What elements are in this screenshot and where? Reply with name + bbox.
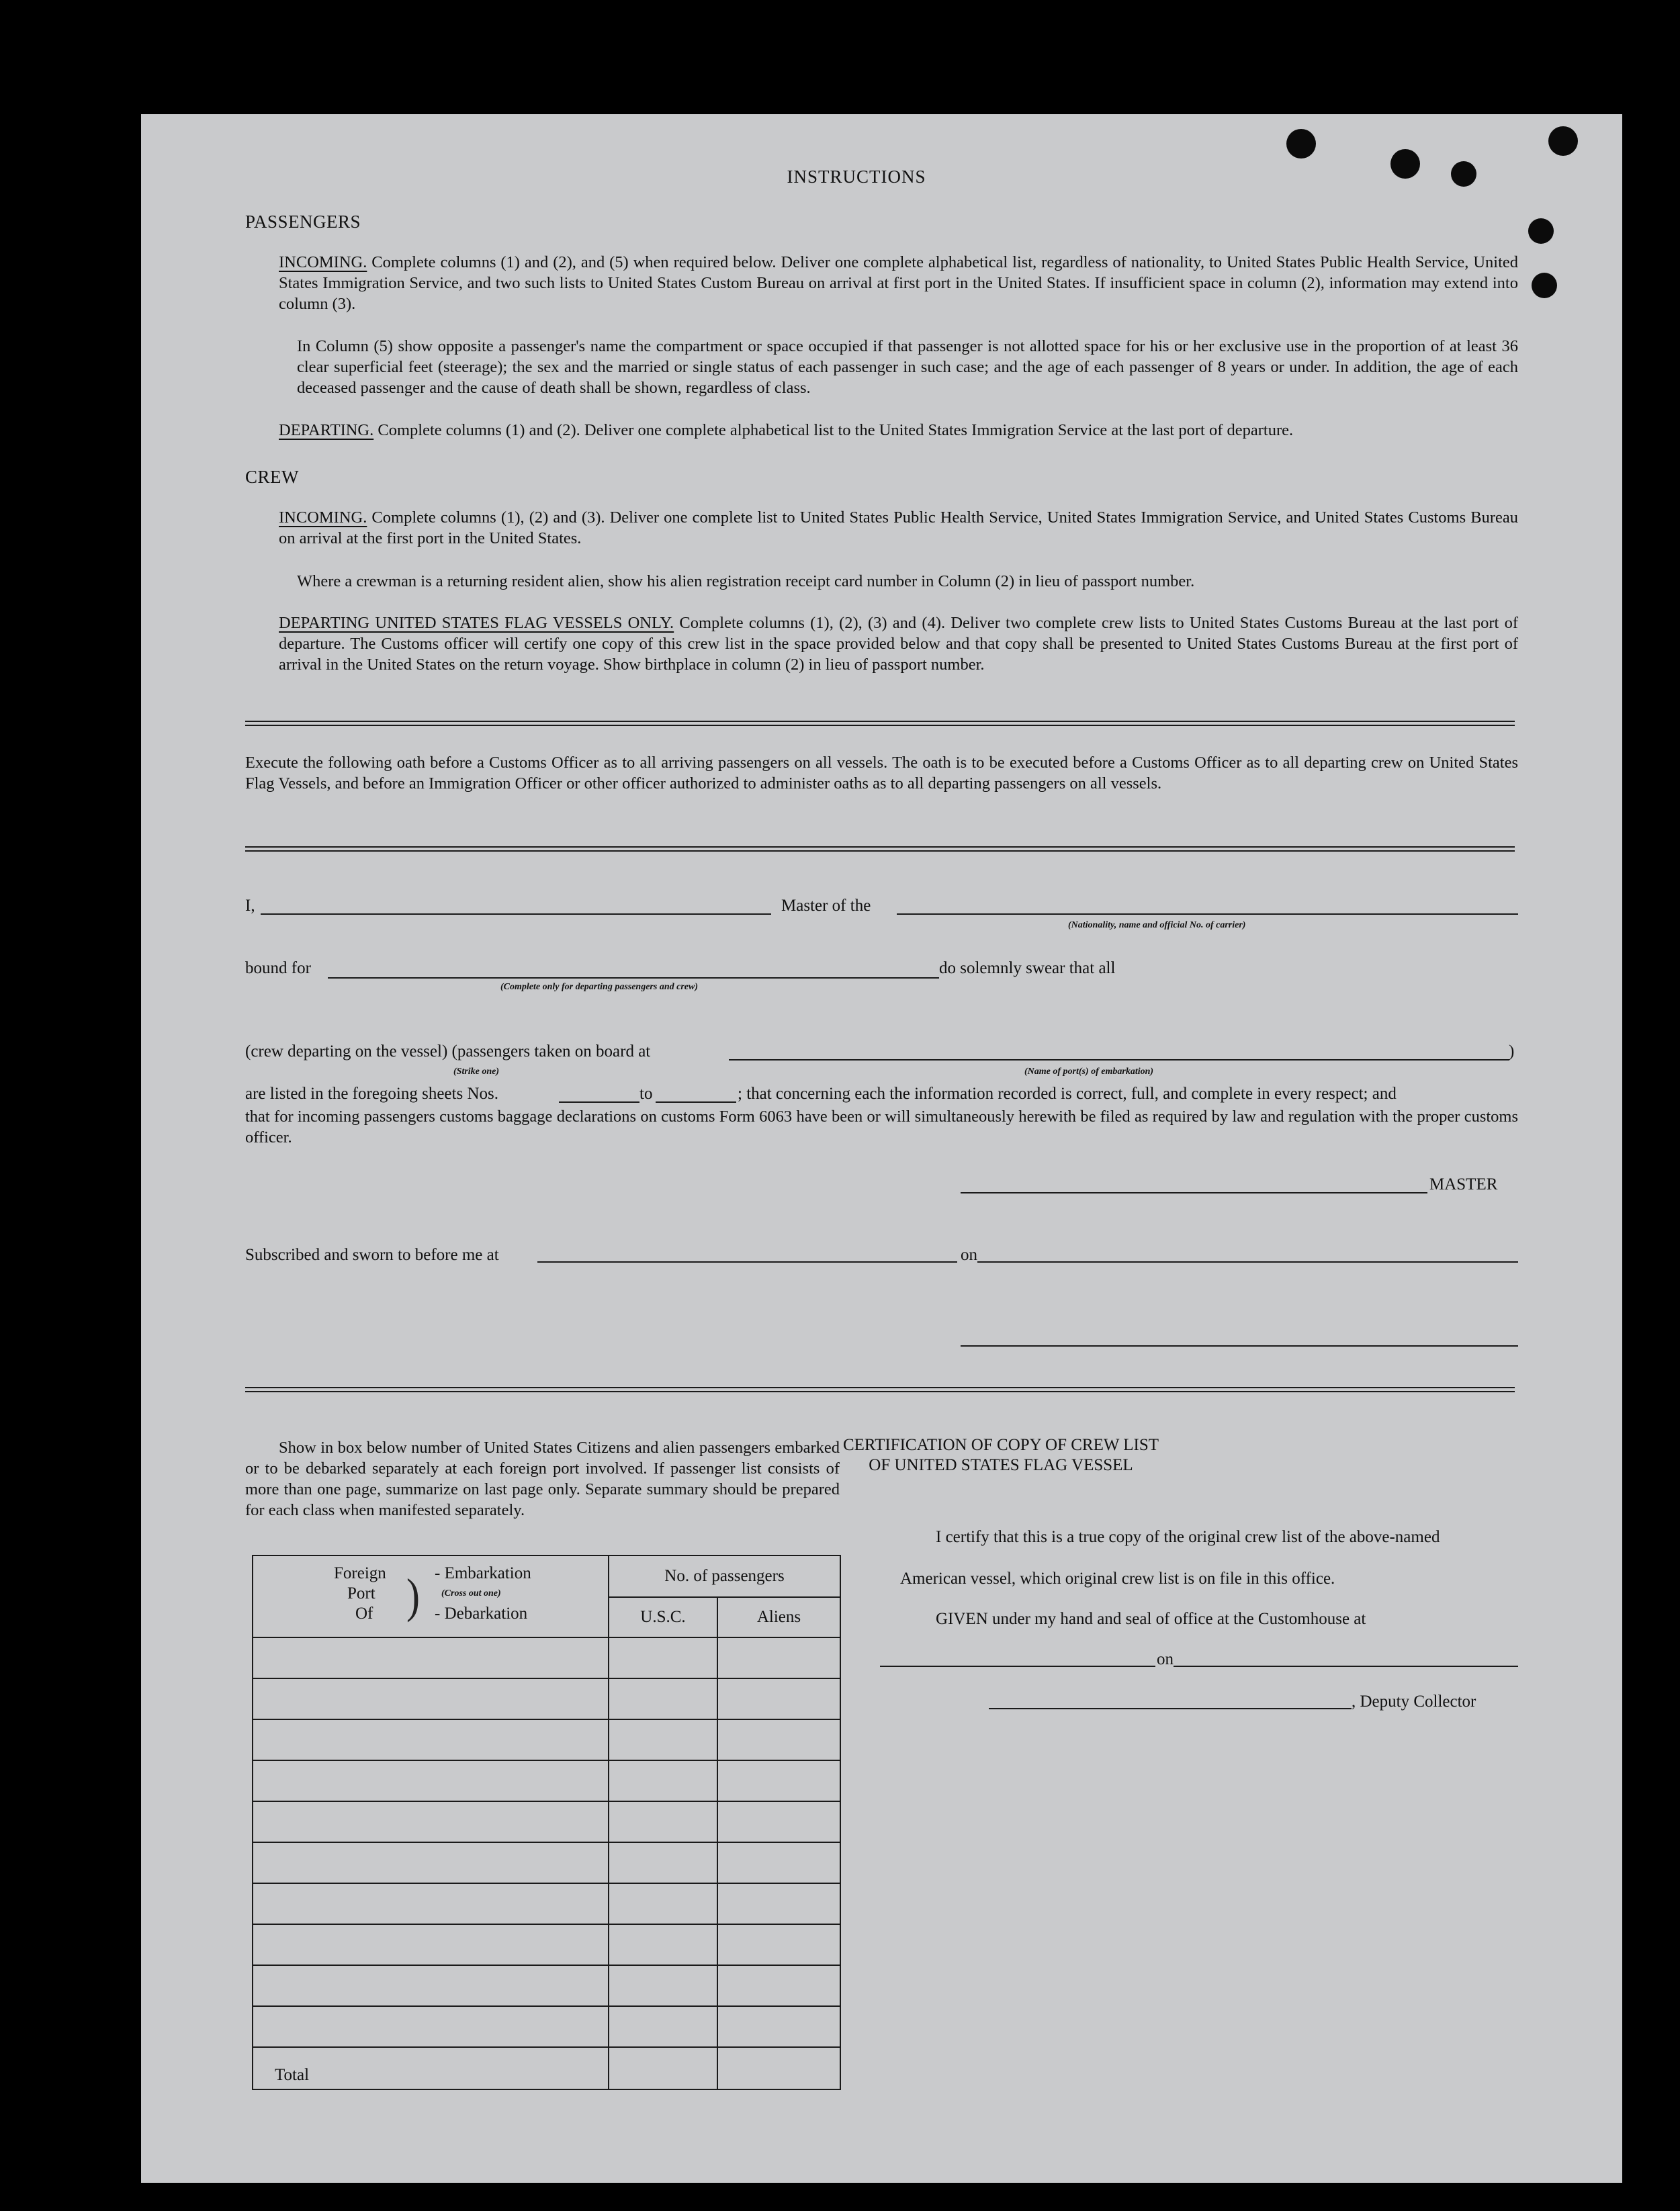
usc-cell[interactable] [609, 1965, 717, 2006]
port-cell[interactable] [253, 2006, 609, 2047]
complete-note: (Complete only for departing passengers and crew) [500, 982, 698, 992]
carrier-line[interactable] [897, 913, 1518, 915]
listed-prefix: are listed in the foregoing sheets Nos. [245, 1085, 498, 1103]
table-row [253, 1760, 840, 1801]
port-cell[interactable] [253, 1801, 609, 1842]
port-cell[interactable] [253, 1842, 609, 1883]
certification-title-line1: CERTIFICATION OF COPY OF CREW LIST [842, 1436, 1159, 1454]
table-row [253, 1678, 840, 1719]
passengers-incoming-paragraph [279, 252, 1518, 314]
close-paren: ) [1509, 1042, 1515, 1061]
form-page [141, 114, 1622, 2183]
brace-icon: ) [406, 1569, 420, 1623]
passengers-departing-text: Complete columns (1) and (2). Deliver one complete alphabetical list to the United States Immigration Service at the last port of departure. [373, 421, 1294, 439]
usc-cell[interactable] [609, 1801, 717, 1842]
table-row [253, 1842, 840, 1883]
table-row [253, 1719, 840, 1760]
table-row [253, 1637, 840, 1678]
punch-hole [1286, 129, 1316, 159]
usc-cell[interactable] [609, 1719, 717, 1760]
instructions-title: INSTRUCTIONS [787, 167, 926, 187]
aliens-cell[interactable] [717, 1637, 840, 1678]
subscribed-place-line[interactable] [537, 1261, 957, 1263]
aliens-cell[interactable] [717, 1965, 840, 2006]
strike-note: (Strike one) [453, 1067, 500, 1077]
port-cell[interactable] [253, 1883, 609, 1924]
punch-hole [1528, 218, 1554, 244]
table-row [253, 1924, 840, 1965]
punch-hole [1532, 273, 1557, 298]
ports-note: (Name of port(s) of embarkation) [1024, 1067, 1154, 1077]
crew-passengers-label: (crew departing on the vessel) (passengers taken on board at [245, 1042, 651, 1061]
crew-incoming-text: Complete columns (1), (2) and (3). Deliver one complete list to United States Public Health Service, United States Immigration Service, and United States Customs Bureau on arrival at the first port in the United States. [279, 508, 1518, 547]
table-row [253, 2006, 840, 2047]
officer-signature-line[interactable] [961, 1345, 1518, 1347]
oath-i-label: I, [245, 897, 255, 915]
port-cell[interactable] [253, 1719, 609, 1760]
section-divider [245, 846, 1515, 852]
summary-intro-paragraph: Show in box below number of United States Citizens and alien passengers embarked or to be debarked separately at each foreign port involved. If passenger list consists of more than one page, summarize on last page only. Separate summary should be prepared for each class when manifested separately. [245, 1439, 840, 1519]
crew-incoming-paragraph [279, 507, 1518, 549]
sheet-from-line[interactable] [559, 1101, 639, 1103]
bound-for-label: bound for [245, 959, 311, 977]
passengers-incoming-label: INCOMING. [279, 253, 367, 271]
usc-header: U.S.C. [609, 1597, 717, 1637]
port-cell[interactable] [253, 1965, 609, 2006]
section-divider [245, 1387, 1515, 1392]
passenger-summary-table [252, 1555, 841, 2090]
usc-cell[interactable] [609, 1760, 717, 1801]
aliens-cell[interactable] [717, 1760, 840, 1801]
table-row [253, 1801, 840, 1842]
crew-heading: CREW [245, 467, 299, 487]
total-row [253, 2047, 840, 2089]
aliens-cell[interactable] [717, 2006, 840, 2047]
master-label: MASTER [1429, 1175, 1498, 1193]
no-of-passengers-header: No. of passengers [609, 1555, 840, 1597]
oath-intro-paragraph: Execute the following oath before a Customs Officer as to all arriving passengers on all vessels. The oath is to be executed before a Customs Officer as to all departing crew on United States Flag Vessels, and before an Immigration Officer or other officer authorized to administer oaths as to all departing passengers on all vessels. [245, 754, 1518, 793]
listed-suffix: ; that concerning each the information recorded is correct, full, and complete in every respect; and [738, 1085, 1397, 1103]
column5-paragraph: In Column (5) show opposite a passenger's name the compartment or space occupied if that passenger is not allotted space for his or her exclusive use in the proportion of at least 36 clear superficial feet (steerage); the sex and the married or single status of each passenger in such case; and the age of each passenger of 8 years or under. In addition, the age of each deceased passenger and the cause of death shall be shown, regardless of class. [297, 337, 1518, 397]
certify-line1: I certify that this is a true copy of the original crew list of the above-named [936, 1528, 1440, 1546]
customhouse-place-line[interactable] [880, 1666, 1155, 1667]
aliens-total-cell[interactable] [717, 2047, 840, 2089]
deputy-collector-label: , Deputy Collector [1352, 1693, 1476, 1711]
master-name-line[interactable] [261, 913, 771, 915]
punch-hole [1548, 126, 1578, 156]
cross-out-note: (Cross out one) [441, 1588, 501, 1598]
port-header-line1: Foreign [334, 1564, 386, 1582]
section-divider [245, 721, 1515, 726]
table-row [253, 1883, 840, 1924]
port-cell[interactable] [253, 1637, 609, 1678]
resident-alien-paragraph: Where a crewman is a returning resident alien, show his alien registration receipt card number in Column (2) in lieu of passport number. [297, 572, 1195, 590]
usc-cell[interactable] [609, 2006, 717, 2047]
passengers-departing-label: DEPARTING. [279, 421, 374, 439]
listed-rest: that for incoming passengers customs baggage declarations on customs Form 6063 have been or will simultaneously herewith be filed as required by law and regulation with the proper customs officer. [245, 1108, 1518, 1146]
sheet-to-line[interactable] [656, 1101, 736, 1103]
crew-incoming-label: INCOMING. [279, 508, 367, 527]
usc-cell[interactable] [609, 1637, 717, 1678]
bound-for-line[interactable] [328, 977, 939, 979]
table-row [253, 1965, 840, 2006]
port-header-line3: Of [355, 1605, 373, 1623]
usc-cell[interactable] [609, 1842, 717, 1883]
certification-title-line2: OF UNITED STATES FLAG VESSEL [869, 1456, 1133, 1474]
usc-cell[interactable] [609, 1678, 717, 1719]
master-signature-line[interactable] [961, 1192, 1427, 1193]
aliens-header: Aliens [717, 1597, 840, 1637]
aliens-cell[interactable] [717, 1924, 840, 1965]
subscribed-date-line[interactable] [977, 1261, 1518, 1263]
total-label: Total [253, 2047, 609, 2089]
embarkation-label: - Embarkation [435, 1564, 531, 1582]
swear-label: do solemnly swear that all [939, 959, 1116, 977]
port-cell[interactable] [253, 1678, 609, 1719]
passengers-incoming-text: Complete columns (1) and (2), and (5) when required below. Deliver one complete alphabetical list, regardless of nationality, to United States Public Health Service, United States Immigration Service, and two such lists to United States Custom Bureau on arrival at first port in the United States. If insufficient space in column (2), information may extend into column (3). [279, 253, 1518, 313]
certification-on-label: on [1157, 1650, 1174, 1668]
port-cell[interactable] [253, 1924, 609, 1965]
flag-vessels-label: DEPARTING UNITED STATES FLAG VESSELS ONLY. [279, 614, 674, 632]
aliens-cell[interactable] [717, 1842, 840, 1883]
flag-vessels-paragraph [279, 613, 1518, 675]
master-of-label: Master of the [781, 897, 871, 915]
given-text: GIVEN under my hand and seal of office at the Customhouse at [936, 1610, 1366, 1628]
port-cell[interactable] [253, 1760, 609, 1801]
usc-cell[interactable] [609, 1883, 717, 1924]
to-label: to [639, 1085, 653, 1103]
port-header-line2: Port [347, 1584, 375, 1603]
passengers-departing-paragraph [279, 420, 1518, 441]
ports-line[interactable] [729, 1059, 1509, 1061]
subscribed-label: Subscribed and sworn to before me at [245, 1246, 499, 1264]
debarkation-label: - Debarkation [435, 1605, 528, 1623]
usc-total-cell[interactable] [609, 2047, 717, 2089]
certification-date-line[interactable] [1174, 1666, 1518, 1667]
passengers-heading: PASSENGERS [245, 212, 361, 232]
deputy-signature-line[interactable] [989, 1708, 1352, 1709]
subscribed-on-label: on [961, 1246, 977, 1264]
aliens-cell[interactable] [717, 1719, 840, 1760]
port-header-cell [253, 1555, 609, 1637]
usc-cell[interactable] [609, 1924, 717, 1965]
aliens-cell[interactable] [717, 1801, 840, 1842]
flag-vessels-text: Complete columns (1), (2), (3) and (4). Deliver two complete crew lists to United States Customs Bureau at the last port of departure. The Customs officer will certify one copy of this crew list in the space provided below and that copy shall be presented to United States Customs Bureau at the first port of arrival in the United States on the return voyage. Show birthplace in column (2) in lieu of passport number. [279, 614, 1518, 674]
nationality-note: (Nationality, name and official No. of carrier) [1068, 920, 1246, 930]
aliens-cell[interactable] [717, 1678, 840, 1719]
certify-line2: American vessel, which original crew list is on file in this office. [900, 1570, 1335, 1588]
aliens-cell[interactable] [717, 1883, 840, 1924]
